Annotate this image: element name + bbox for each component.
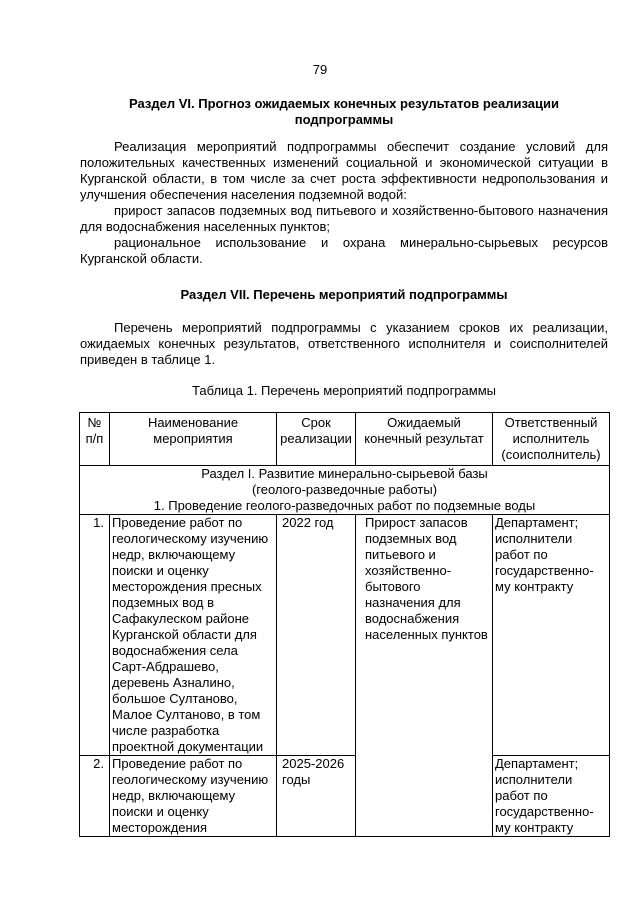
- section-6-paragraph-1: Реализация мероприятий подпрограммы обеспечит создание условий для положительных качественных изменений социальной и экономической ситуации в Курганской области, в том числе за счет роста эффективности недропользования и улучшения обеспечения населения подземной водой:: [80, 139, 608, 202]
- row-responsible: Департамент; исполнители работ по государственно-му контракту: [493, 515, 610, 756]
- table-row: [80, 756, 610, 837]
- row-result: Прирост запасов подземных вод питьевого и хозяйственно-бытового назначения для водоснабжения населенных пунктов: [356, 515, 493, 837]
- section-heading-line2: (геолого-разведочные работы): [251, 482, 438, 497]
- header-name: Наименование мероприятия: [110, 413, 277, 466]
- events-table: [79, 412, 610, 837]
- table-header-row: [80, 413, 610, 466]
- row-responsible: Департамент; исполнители работ по государственно-му контракту: [493, 756, 610, 837]
- section-6-title: [80, 96, 608, 128]
- section-7-paragraph-1: Перечень мероприятий подпрограммы с указанием сроков их реализации, ожидаемых конечных результатов, ответственного исполнителя и соисполнителей приведен в таблице 1.: [80, 320, 608, 367]
- row-term: 2025-2026 годы: [277, 756, 356, 837]
- section-7-title: Раздел VII. Перечень мероприятий подпрограммы: [180, 287, 508, 302]
- section-6-title-line2: подпрограммы: [294, 112, 394, 127]
- section-6-paragraph-2: прирост запасов подземных вод питьевого и хозяйственно-бытового назначения для водоснабжения населенных пунктов;: [80, 203, 608, 234]
- section-heading-line3: 1. Проведение геолого-разведочных работ по подземные воды: [153, 498, 536, 513]
- table-caption: Таблица 1. Перечень мероприятий подпрограммы: [192, 383, 496, 398]
- header-term: Срок реализации: [277, 413, 356, 466]
- page-number: 79: [312, 62, 328, 77]
- header-num: № п/п: [80, 413, 110, 466]
- header-responsible: Ответственный исполнитель (соисполнитель): [493, 413, 610, 466]
- row-term: 2022 год: [277, 515, 356, 756]
- header-result: Ожидаемый конечный результат: [356, 413, 493, 466]
- table-section-row: [80, 466, 610, 515]
- row-num: 1.: [80, 515, 110, 756]
- table-section-heading: [80, 466, 610, 515]
- row-name: Проведение работ по геологическому изучению недр, включающему поиски и оценку месторождения: [110, 756, 277, 837]
- table-row: [80, 515, 610, 756]
- section-heading-line1: Раздел I. Развитие минерально-сырьевой базы: [201, 466, 488, 481]
- section-6-title-line1: Раздел VI. Прогноз ожидаемых конечных результатов реализации: [129, 96, 559, 111]
- row-num: 2.: [80, 756, 110, 837]
- section-6-paragraph-3: рациональное использование и охрана минерально-сырьевых ресурсов Курганской области.: [80, 235, 608, 266]
- row-name: Проведение работ по геологическому изучению недр, включающему поиски и оценку месторождения пресных подземных вод в Сафакулеском районе Курганской области для водоснабжения села Сарт-Абдрашево, деревень Азналино, большое Султаново, Малое Султаново, в том числе разработка проектной документации: [110, 515, 277, 756]
